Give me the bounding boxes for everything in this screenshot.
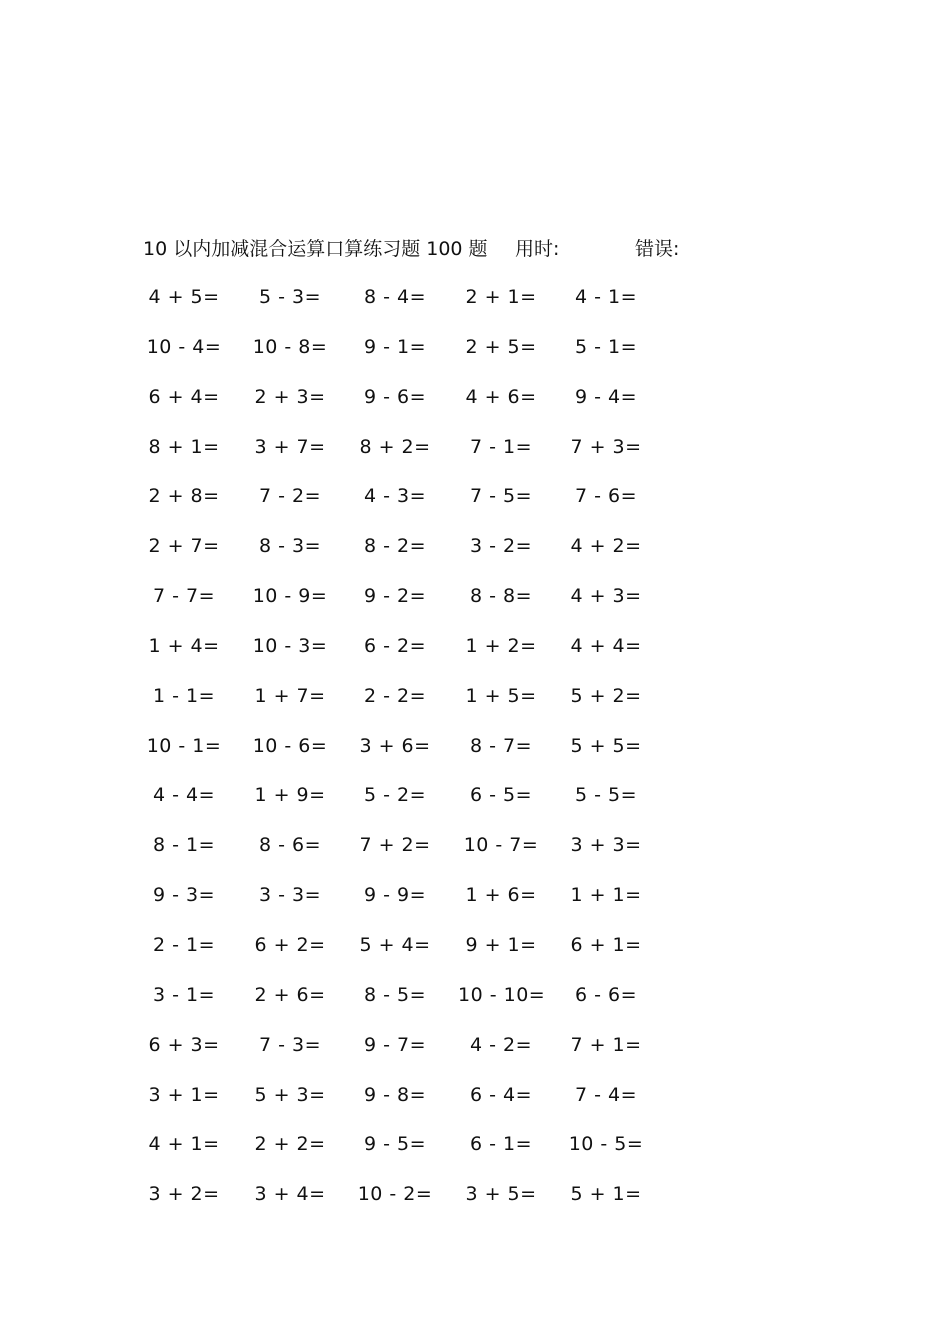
worksheet-title: 10 以内加减混合运算口算练习题 100 题 <box>143 238 488 260</box>
math-problem: 9 - 4= <box>574 385 638 408</box>
math-problem: 8 - 2= <box>363 535 427 558</box>
math-problem: 4 + 3= <box>570 585 642 608</box>
math-problem: 1 - 1= <box>152 684 216 707</box>
math-problem: 8 - 8= <box>469 585 533 608</box>
math-problem: 5 + 1= <box>570 1183 642 1206</box>
math-problem: 10 - 3= <box>252 634 328 657</box>
math-problem: 6 - 4= <box>469 1083 533 1106</box>
math-problem: 10 - 5= <box>568 1133 644 1156</box>
problem-row <box>143 432 763 482</box>
math-problem: 3 + 5= <box>465 1183 537 1206</box>
math-problem: 2 + 2= <box>254 1133 326 1156</box>
math-problem: 2 + 7= <box>148 535 220 558</box>
problem-row <box>143 930 763 980</box>
problem-row <box>143 282 763 332</box>
problem-row <box>143 631 763 681</box>
problem-row <box>143 332 763 382</box>
math-problem: 8 + 2= <box>359 435 431 458</box>
math-problem: 6 + 2= <box>254 933 326 956</box>
math-problem: 6 - 2= <box>363 634 427 657</box>
problem-row <box>143 382 763 432</box>
math-problem: 10 - 4= <box>146 335 222 358</box>
math-problem: 3 + 7= <box>254 435 326 458</box>
math-problem: 2 - 1= <box>152 933 216 956</box>
math-problem: 4 - 3= <box>363 485 427 508</box>
math-problem: 1 + 1= <box>570 884 642 907</box>
problem-row <box>143 1030 763 1080</box>
math-problem: 7 - 5= <box>469 485 533 508</box>
math-problem: 9 - 5= <box>363 1133 427 1156</box>
math-problem: 4 + 2= <box>570 535 642 558</box>
problem-row <box>143 880 763 930</box>
math-problem: 6 + 4= <box>148 385 220 408</box>
math-problem: 9 - 6= <box>363 385 427 408</box>
math-problem: 1 + 4= <box>148 634 220 657</box>
problem-row <box>143 731 763 781</box>
math-problem: 7 - 1= <box>469 435 533 458</box>
problem-row <box>143 531 763 581</box>
math-problem: 5 - 3= <box>258 286 322 308</box>
math-problem: 9 - 8= <box>363 1083 427 1106</box>
problem-row <box>143 980 763 1030</box>
math-problem: 2 + 3= <box>254 385 326 408</box>
math-problem: 5 + 3= <box>254 1083 326 1106</box>
math-problem: 7 - 2= <box>258 485 322 508</box>
math-problem: 2 + 6= <box>254 983 326 1006</box>
math-problem: 8 - 5= <box>363 983 427 1006</box>
math-problem: 1 + 5= <box>465 684 537 707</box>
math-problem: 10 - 8= <box>252 335 328 358</box>
problem-row <box>143 1179 763 1229</box>
math-problem: 4 - 1= <box>574 286 638 308</box>
math-problem: 9 - 9= <box>363 884 427 907</box>
problem-row <box>143 681 763 731</box>
math-problem: 10 - 9= <box>252 585 328 608</box>
math-problem: 3 + 6= <box>359 734 431 757</box>
math-problem: 8 - 7= <box>469 734 533 757</box>
math-problem: 1 + 9= <box>254 784 326 807</box>
problem-row <box>143 1129 763 1179</box>
math-problem: 2 + 5= <box>465 335 537 358</box>
math-problem: 5 - 5= <box>574 784 638 807</box>
math-problem: 10 - 2= <box>357 1183 433 1206</box>
problem-row <box>143 481 763 531</box>
math-problem: 4 + 5= <box>148 286 220 308</box>
math-problem: 3 + 4= <box>254 1183 326 1206</box>
problem-row <box>143 581 763 631</box>
worksheet-header <box>143 234 743 264</box>
problem-row <box>143 830 763 880</box>
math-problem: 10 - 10= <box>458 983 546 1006</box>
math-problem: 5 + 4= <box>359 933 431 956</box>
math-problem: 7 + 2= <box>359 834 431 857</box>
math-problem: 9 - 2= <box>363 585 427 608</box>
math-problem: 5 - 1= <box>574 335 638 358</box>
math-problem: 3 + 2= <box>148 1183 220 1206</box>
math-problem: 4 + 6= <box>465 385 537 408</box>
math-problem: 1 + 6= <box>465 884 537 907</box>
math-problem: 9 - 7= <box>363 1033 427 1056</box>
math-problem: 5 + 2= <box>570 684 642 707</box>
math-problem: 6 - 5= <box>469 784 533 807</box>
error-count-label: 错误: <box>635 238 680 260</box>
math-problem: 3 + 1= <box>148 1083 220 1106</box>
time-used-label: 用时: <box>515 238 560 260</box>
math-problem: 1 + 7= <box>254 684 326 707</box>
math-problem: 2 - 2= <box>363 684 427 707</box>
math-problem: 7 - 4= <box>574 1083 638 1106</box>
math-problem: 10 - 1= <box>146 734 222 757</box>
math-problem: 5 - 2= <box>363 784 427 807</box>
math-problem: 4 - 2= <box>469 1033 533 1056</box>
math-problem: 8 - 3= <box>258 535 322 558</box>
math-problem: 6 - 6= <box>574 983 638 1006</box>
math-problem: 2 + 1= <box>465 286 537 308</box>
math-problem: 10 - 6= <box>252 734 328 757</box>
math-problem: 3 - 1= <box>152 983 216 1006</box>
problem-row <box>143 780 763 830</box>
math-problem: 8 + 1= <box>148 435 220 458</box>
math-problem: 7 - 7= <box>152 585 216 608</box>
math-problem: 5 + 5= <box>570 734 642 757</box>
problem-row <box>143 1080 763 1130</box>
math-problem: 4 + 1= <box>148 1133 220 1156</box>
math-problem: 8 - 6= <box>258 834 322 857</box>
math-problem: 6 + 1= <box>570 933 642 956</box>
math-problem: 8 - 4= <box>363 286 427 308</box>
math-problem: 4 - 4= <box>152 784 216 807</box>
math-problem: 4 + 4= <box>570 634 642 657</box>
math-problem: 7 + 3= <box>570 435 642 458</box>
math-problem: 9 - 1= <box>363 335 427 358</box>
math-problem: 9 - 3= <box>152 884 216 907</box>
math-problem: 7 + 1= <box>570 1033 642 1056</box>
math-problem: 10 - 7= <box>463 834 539 857</box>
math-problem: 3 + 3= <box>570 834 642 857</box>
math-problem: 6 - 1= <box>469 1133 533 1156</box>
problem-grid <box>143 282 763 1229</box>
math-problem: 2 + 8= <box>148 485 220 508</box>
math-problem: 6 + 3= <box>148 1033 220 1056</box>
math-problem: 7 - 3= <box>258 1033 322 1056</box>
math-problem: 1 + 2= <box>465 634 537 657</box>
math-problem: 8 - 1= <box>152 834 216 857</box>
math-problem: 9 + 1= <box>465 933 537 956</box>
math-problem: 3 - 3= <box>258 884 322 907</box>
math-problem: 7 - 6= <box>574 485 638 508</box>
math-problem: 3 - 2= <box>469 535 533 558</box>
